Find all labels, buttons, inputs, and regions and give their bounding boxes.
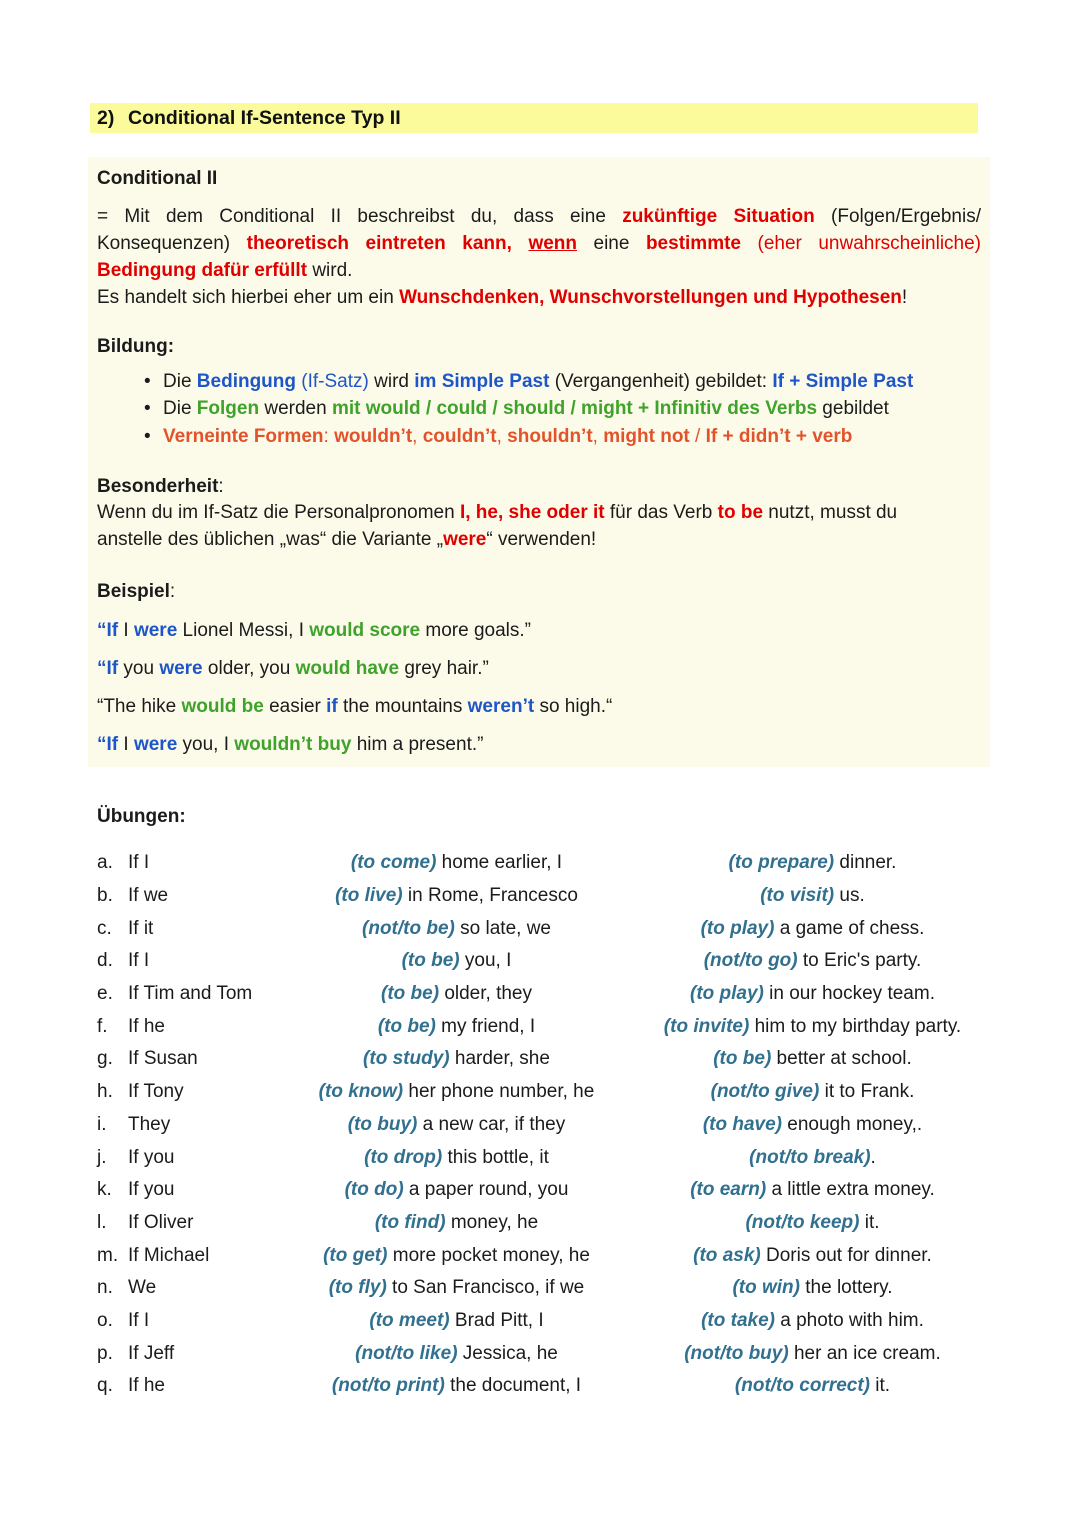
exercise-mid-text: you, I [459,950,512,972]
exercise-verb-hint: (to be) [713,1048,772,1070]
exercise-letter: b. [97,885,113,907]
exercise-verb-hint: (to get) [323,1244,388,1266]
exercise-right-segment [640,1048,985,1070]
exercise-rows [97,847,985,1403]
exercise-right-segment [640,1081,985,1103]
exercise-right-text: the lottery. [799,1277,893,1299]
intro-line: Bedingung dafür erfüllt wird. [97,260,353,281]
exercise-row [97,1305,985,1338]
exercise-mid-text: Jessica, he [457,1342,558,1364]
exercise-right-text: it. [870,1375,891,1397]
exercise-verb-hint: (to buy) [347,1113,418,1135]
exercise-letter: o. [97,1309,113,1331]
main-title-highlight [90,103,978,133]
exercise-letter: k. [97,1179,112,1201]
exercise-verb-hint: (to meet) [369,1309,450,1331]
exercise-mid-segment [273,1048,640,1070]
exercise-subject: If Tim and Tom [128,983,253,1005]
exercise-row [97,1010,985,1043]
exercise-mid-segment [273,1310,640,1332]
exercise-verb-hint: (to be) [377,1015,436,1037]
exercise-right-text: Doris out for dinner. [760,1244,932,1266]
exercise-mid-text: a paper round, you [403,1179,569,1201]
exercise-mid-segment [273,852,640,874]
exercise-verb-hint: (not/to buy) [684,1342,789,1364]
exercise-subject: If Tony [128,1081,184,1103]
example-sentence: “If I were Lionel Messi, I would score more goals.” [97,619,531,641]
exercise-subject: If I [128,1309,150,1331]
exercise-right-text: a little extra money. [766,1179,935,1201]
exercise-row [97,912,985,945]
exercise-verb-hint: (not/to break) [749,1146,871,1168]
exercise-mid-text: a new car, if they [417,1113,566,1135]
exercise-subject: If I [128,950,150,972]
exercise-subject: If Susan [128,1048,198,1070]
bildung-bullet-list [97,368,981,450]
page-title: Conditional If-Sentence Typ II [128,106,401,129]
exercise-mid-text: money, he [445,1211,539,1233]
exercise-verb-hint: (to be) [381,983,440,1005]
exercise-letter: j. [97,1146,107,1168]
title-number: 2) [97,106,115,129]
exercise-letter: c. [97,917,112,939]
exercise-verb-hint: (to visit) [760,885,835,907]
exercise-row [97,1207,985,1240]
exercise-letter: h. [97,1081,113,1103]
exercise-right-text: it. [859,1211,880,1233]
intro-line: Konsequenzen) theoretisch eintreten kann, wenn eine bestimmte (eher unwahrscheinliche) [97,233,982,254]
exercise-mid-text: the document, I [444,1375,582,1397]
exercise-right-text: dinner. [834,852,897,874]
exercise-subject: We [128,1277,157,1299]
exercise-subject: If you [128,1146,175,1168]
exercise-mid-text: harder, she [449,1048,550,1070]
exercise-subject: If Michael [128,1244,210,1266]
exercise-mid-text: so late, we [454,917,551,939]
exercise-mid-segment [273,1147,640,1169]
exercise-verb-hint: (to do) [344,1179,404,1201]
exercise-row [97,1076,985,1109]
exercise-right-segment [640,1277,985,1299]
exercise-right-segment [640,1310,985,1332]
exercise-verb-hint: (not/to correct) [734,1375,871,1397]
exercise-verb-hint: (not/to keep) [745,1211,860,1233]
bildung-heading: Bildung: [97,336,175,357]
besonderheit-line: anstelle des üblichen „was“ die Variante „were“ verwenden! [97,528,597,550]
exercise-letter: n. [97,1277,113,1299]
exercise-right-text: in our hockey team. [763,983,935,1005]
exercise-verb-hint: (to drop) [364,1146,443,1168]
exercise-verb-hint: (to ask) [693,1244,761,1266]
exercise-letter: i. [97,1113,107,1135]
exercise-verb-hint: (not/to give) [710,1081,820,1103]
exercise-letter: m. [97,1244,119,1266]
exercise-subject: If it [128,917,154,939]
exercise-right-segment [640,1343,985,1365]
exercise-row [97,1239,985,1272]
exercise-verb-hint: (to find) [374,1211,446,1233]
example-sentence: “The hike would be easier if the mountains weren’t so high.“ [97,695,613,717]
exercise-letter: a. [97,852,113,874]
exercise-mid-segment [273,918,640,940]
exercise-right-segment [640,918,985,940]
exercise-verb-hint: (to earn) [690,1179,767,1201]
exercise-mid-segment [273,1375,640,1397]
exercise-row [97,847,985,880]
exercise-letter: d. [97,950,113,972]
panel-heading: Conditional II [97,168,218,189]
exercise-mid-text: this bottle, it [442,1146,549,1168]
exercise-right-segment [640,1179,985,1201]
exercise-right-segment [640,885,985,907]
exercise-letter: p. [97,1342,113,1364]
exercise-subject: They [128,1113,171,1135]
exercise-letter: g. [97,1048,113,1070]
exercise-row [97,1141,985,1174]
exercise-row [97,1043,985,1076]
exercise-row [97,880,985,913]
exercise-row [97,945,985,978]
bullet-item: • Die Bedingung (If-Satz) wird im Simple Past (Vergangenheit) gebildet: If + Simple Past [97,368,981,395]
exercise-verb-hint: (to live) [335,885,403,907]
exercise-subject: If Oliver [128,1211,194,1233]
exercises-heading: Übungen: [97,806,186,827]
exercise-row [97,1174,985,1207]
exercise-verb-hint: (to take) [701,1309,775,1331]
exercise-right-text: her an ice cream. [788,1342,941,1364]
exercise-mid-segment [273,1081,640,1103]
bullet-item: • Verneinte Formen: wouldn’t, couldn’t, shouldn’t, might not / If + didn’t + verb [97,423,981,450]
exercise-right-segment [640,1245,985,1267]
exercise-verb-hint: (to know) [318,1081,404,1103]
exercise-letter: l. [97,1211,107,1233]
exercise-mid-segment [273,885,640,907]
exercise-subject: If he [128,1375,165,1397]
exercise-mid-text: older, they [439,983,532,1005]
exercise-mid-text: more pocket money, he [387,1244,590,1266]
exercise-row [97,1109,985,1142]
exercise-right-segment [640,1016,985,1038]
exercise-letter: e. [97,983,113,1005]
exercise-mid-text: my friend, I [435,1015,536,1037]
example-sentence: “If you were older, you would have grey hair.” [97,657,489,679]
exercise-subject: If I [128,852,150,874]
exercise-mid-text: in Rome, Francesco [402,885,578,907]
exercise-verb-hint: (not/to go) [703,950,798,972]
exercise-mid-segment [273,1212,640,1234]
exercise-right-text: it to Frank. [819,1081,915,1103]
exercise-right-segment [640,852,985,874]
exercise-verb-hint: (to play) [690,983,764,1005]
exercises-section [97,805,985,1403]
exercise-verb-hint: (to win) [732,1277,800,1299]
exercise-verb-hint: (to be) [401,950,460,972]
exercise-verb-hint: (to study) [363,1048,450,1070]
exercise-mid-segment [273,1114,640,1136]
exercise-subject: If he [128,1015,165,1037]
bullet-item: • Die Folgen werden mit would / could / should / might + Infinitiv des Verbs gebildet [97,395,981,422]
exercise-mid-text: to San Francisco, if we [386,1277,585,1299]
exercise-right-segment [640,1114,985,1136]
intro-line: Es handelt sich hierbei eher um ein Wunschdenken, Wunschvorstellungen und Hypothesen! [97,287,908,308]
exercise-mid-text: her phone number, he [403,1081,595,1103]
exercise-verb-hint: (not/to like) [355,1342,458,1364]
exercise-mid-segment [273,1245,640,1267]
exercise-subject: If we [128,885,169,907]
exercise-verb-hint: (to fly) [328,1277,387,1299]
exercise-right-text: better at school. [771,1048,912,1070]
exercise-mid-segment [273,1277,640,1299]
exercise-verb-hint: (to have) [702,1113,783,1135]
exercise-verb-hint: (to prepare) [728,852,835,874]
panel-content [88,157,990,756]
exercise-right-text: enough money,. [782,1113,923,1135]
exercise-verb-hint: (not/to print) [331,1375,445,1397]
example-sentence: “If I were you, I wouldn’t buy him a present.” [97,733,484,755]
exercise-verb-hint: (not/to be) [362,917,455,939]
exercise-right-text: him to my birthday party. [749,1015,962,1037]
exercise-letter: q. [97,1375,113,1397]
exercise-right-text: a photo with him. [774,1309,924,1331]
exercise-right-text: us. [834,885,865,907]
exercise-mid-text: Brad Pitt, I [449,1309,544,1331]
exercise-right-segment [640,1212,985,1234]
besonderheit-heading: Besonderheit: [97,475,224,497]
exercise-verb-hint: (to invite) [663,1015,750,1037]
exercise-mid-segment [273,1016,640,1038]
exercise-verb-hint: (to come) [350,852,437,874]
intro-line: = Mit dem Conditional II beschreibst du, dass eine zukünftige Situation (Folgen/Ergebnis/ [97,206,981,227]
besonderheit-line: Wenn du im If-Satz die Personalpronomen I, he, she oder it für das Verb to be nutzt, musst du [97,501,898,523]
exercise-right-text: to Eric's party. [797,950,922,972]
exercise-right-segment [640,983,985,1005]
exercise-right-segment [640,1375,985,1397]
exercise-row [97,1337,985,1370]
exercise-right-text: . [870,1146,876,1168]
exercise-verb-hint: (to play) [700,917,775,939]
exercise-mid-segment [273,950,640,972]
exercise-mid-segment [273,1343,640,1365]
exercise-right-text: a game of chess. [774,917,925,939]
exercise-mid-text: home earlier, I [436,852,563,874]
exercise-right-segment [640,950,985,972]
beispiel-heading: Beispiel: [97,580,176,602]
exercise-mid-segment [273,983,640,1005]
exercise-row [97,1370,985,1403]
exercise-mid-segment [273,1179,640,1201]
exercise-right-segment [640,1147,985,1169]
exercise-letter: f. [97,1015,108,1037]
exercise-row [97,978,985,1011]
exercise-subject: If you [128,1179,175,1201]
exercise-row [97,1272,985,1305]
conditional-info-panel [88,157,990,767]
exercise-subject: If Jeff [128,1342,175,1364]
